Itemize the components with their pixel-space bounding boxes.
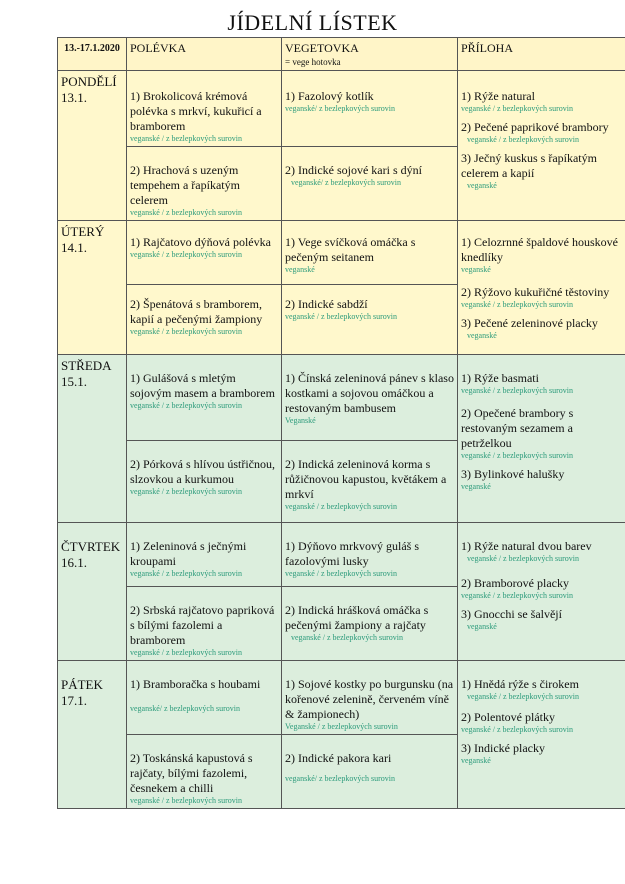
- veg-note: Veganské: [285, 416, 316, 425]
- side-note: veganské / z bezlepkových surovin: [461, 591, 573, 600]
- veg-dish: 1) Fazolový kotlík: [285, 89, 374, 103]
- soup-dish: 2) Pórková s hlívou ústřičnou, slzovkou a kurkumou: [130, 457, 275, 486]
- veg-dish: 2) Indická zeleninová korma s růžičnovou kapustou, květákem a mrkví: [285, 457, 447, 501]
- veg-dish: 1) Vege svíčková omáčka s pečeným seitanem: [285, 235, 416, 264]
- veg-dish: 2) Indické pakora kari: [285, 751, 392, 765]
- side-dish: 3) Gnocchi se šalvějí: [461, 607, 562, 621]
- side-cell: [458, 221, 625, 355]
- day-name: ÚTERÝ: [61, 224, 105, 239]
- soup-note: veganské / z bezlepkových surovin: [130, 134, 242, 143]
- veg-cell: [282, 71, 458, 147]
- soup-note: veganské/ z bezlepkových surovin: [130, 704, 240, 713]
- menu-table: [57, 37, 625, 809]
- day-name: PÁTEK: [61, 677, 103, 692]
- week-range: 13.-17.1.2020: [58, 38, 127, 71]
- side-note: veganské / z bezlepkových surovin: [461, 725, 573, 734]
- header-veg-label: VEGETOVKA: [285, 41, 359, 55]
- side-note: veganské: [461, 482, 491, 491]
- soup-cell: [127, 661, 282, 735]
- soup-cell: [127, 441, 282, 523]
- soup-dish: 1) Brokolicová krémová polévka s mrkví, kukuřicí a bramborem: [130, 89, 262, 133]
- soup-dish: 2) Hrachová s uzeným tempehem a řapíkatým celerem: [130, 163, 240, 207]
- header-soup: POLÉVKA: [127, 38, 282, 71]
- soup-dish: 1) Bramboračka s houbami: [130, 677, 261, 691]
- side-note: veganské: [461, 756, 491, 765]
- veg-cell: [282, 587, 458, 661]
- day-cell: [58, 355, 127, 523]
- veg-note: veganské / z bezlepkových surovin: [285, 569, 397, 578]
- day-date: 17.1.: [61, 693, 87, 708]
- side-dish: 1) Hnědá rýže s čirokem: [461, 677, 579, 691]
- day-date: 16.1.: [61, 555, 87, 570]
- veg-note: veganské/ z bezlepkových surovin: [285, 104, 395, 113]
- veg-cell: [282, 147, 458, 221]
- veg-cell: [282, 285, 458, 355]
- soup-dish: 1) Zeleninová s ječnými kroupami: [130, 539, 247, 568]
- day-cell: [58, 523, 127, 661]
- side-dish: 1) Rýže natural: [461, 89, 535, 103]
- side-note: veganské / z bezlepkových surovin: [467, 554, 579, 563]
- header-row: [58, 38, 625, 71]
- side-cell: [458, 523, 625, 661]
- veg-cell: [282, 735, 458, 809]
- day-row: [58, 71, 625, 147]
- day-row: [58, 355, 625, 441]
- header-veg: [282, 38, 458, 71]
- side-note: veganské / z bezlepkových surovin: [461, 386, 573, 395]
- soup-note: veganské / z bezlepkových surovin: [130, 401, 242, 410]
- soup-note: veganské / z bezlepkových surovin: [130, 250, 242, 259]
- side-note: veganské / z bezlepkových surovin: [461, 104, 573, 113]
- soup-cell: [127, 221, 282, 285]
- day-name: STŘEDA: [61, 358, 112, 373]
- day-row: [58, 523, 625, 587]
- day-name: ČTVRTEK: [61, 539, 121, 554]
- soup-note: veganské / z bezlepkových surovin: [130, 569, 242, 578]
- day-cell: [58, 221, 127, 355]
- side-dish: 1) Rýže basmati: [461, 371, 539, 385]
- soup-note: veganské / z bezlepkových surovin: [130, 208, 242, 217]
- veg-dish: 2) Indické sabdží: [285, 297, 368, 311]
- header-veg-sub: = vege hotovka: [285, 57, 341, 67]
- soup-note: veganské / z bezlepkových surovin: [130, 648, 242, 657]
- veg-dish: 1) Dýňovo mrkvový guláš s fazolovými lusky: [285, 539, 419, 568]
- side-note: veganské: [467, 331, 497, 340]
- soup-dish: 2) Toskánská kapustová s rajčaty, bílými fazolemi, česnekem a chilli: [130, 751, 253, 795]
- side-dish: 2) Bramborové placky: [461, 576, 569, 590]
- soup-cell: [127, 355, 282, 441]
- veg-note: Veganské / z bezlepkových surovin: [285, 722, 398, 731]
- soup-note: veganské / z bezlepkových surovin: [130, 327, 242, 336]
- veg-cell: [282, 523, 458, 587]
- soup-cell: [127, 147, 282, 221]
- side-note: veganské: [467, 622, 497, 631]
- day-date: 14.1.: [61, 240, 87, 255]
- side-dish: 3) Bylinkové halušky: [461, 467, 565, 481]
- veg-note: veganské / z bezlepkových surovin: [285, 312, 397, 321]
- soup-cell: [127, 587, 282, 661]
- veg-cell: [282, 355, 458, 441]
- side-note: veganské: [467, 181, 497, 190]
- side-dish: 2) Rýžovo kukuřičné těstoviny: [461, 285, 610, 299]
- side-dish: 3) Ječný kuskus s řapíkatým celerem a kapií: [461, 151, 597, 180]
- side-dish: 3) Indické placky: [461, 741, 545, 755]
- soup-cell: [127, 523, 282, 587]
- day-cell: [58, 71, 127, 221]
- veg-note: veganské/ z bezlepkových surovin: [291, 178, 401, 187]
- soup-cell: [127, 71, 282, 147]
- veg-note: veganské / z bezlepkových surovin: [291, 633, 403, 642]
- veg-note: veganské/ z bezlepkových surovin: [285, 774, 395, 783]
- side-note: veganské / z bezlepkových surovin: [467, 692, 579, 701]
- side-note: veganské / z bezlepkových surovin: [467, 135, 579, 144]
- soup-cell: [127, 735, 282, 809]
- soup-dish: 1) Rajčatovo dýňová polévka: [130, 235, 271, 249]
- soup-cell: [127, 285, 282, 355]
- side-note: veganské / z bezlepkových surovin: [461, 300, 573, 309]
- side-dish: 1) Rýže natural dvou barev: [461, 539, 592, 553]
- side-cell: [458, 355, 625, 523]
- side-cell: [458, 661, 625, 809]
- side-dish: 2) Polentové plátky: [461, 710, 555, 724]
- side-cell: [458, 71, 625, 221]
- soup-dish: 2) Srbská rajčatovo papriková s bílými fazolemi a bramborem: [130, 603, 275, 647]
- veg-note: veganské: [285, 265, 315, 274]
- veg-dish: 1) Sojové kostky po burgunsku (na kořenové zelenině, červeném víně & žampionech): [285, 677, 454, 721]
- soup-dish: 1) Gulášová s mletým sojovým masem a bramborem: [130, 371, 275, 400]
- day-date: 15.1.: [61, 374, 87, 389]
- day-name: PONDĚLÍ: [61, 74, 117, 89]
- veg-cell: [282, 441, 458, 523]
- page-title: JÍDELNÍ LÍSTEK: [227, 10, 398, 35]
- side-note: veganské / z bezlepkových surovin: [461, 451, 573, 460]
- soup-note: veganské / z bezlepkových surovin: [130, 487, 242, 496]
- side-dish: 2) Pečené paprikové brambory: [461, 120, 609, 134]
- veg-dish: 2) Indické sojové kari s dýní: [285, 163, 422, 177]
- soup-note: veganské / z bezlepkových surovin: [130, 796, 242, 805]
- veg-dish: 2) Indická hrášková omáčka s pečenými žampiony a rajčaty: [285, 603, 429, 632]
- veg-cell: [282, 661, 458, 735]
- day-cell: [58, 661, 127, 809]
- soup-dish: 2) Špenátová s bramborem, kapií a pečenými žampiony: [130, 297, 263, 326]
- header-side: PŘÍLOHA: [458, 38, 625, 71]
- side-dish: 1) Celozrnné špaldové houskové knedlíky: [461, 235, 618, 264]
- side-note: veganské: [461, 265, 491, 274]
- veg-note: veganské / z bezlepkových surovin: [285, 502, 397, 511]
- veg-cell: [282, 221, 458, 285]
- side-dish: 2) Opečené brambory s restovaným sezamem a petrželkou: [461, 406, 574, 450]
- day-row: [58, 221, 625, 285]
- day-date: 13.1.: [61, 90, 87, 105]
- day-row: [58, 661, 625, 735]
- veg-dish: 1) Čínská zeleninová pánev s klaso kostkami a sojovou omáčkou a restovaným bambusem: [285, 371, 454, 415]
- side-dish: 3) Pečené zeleninové placky: [461, 316, 598, 330]
